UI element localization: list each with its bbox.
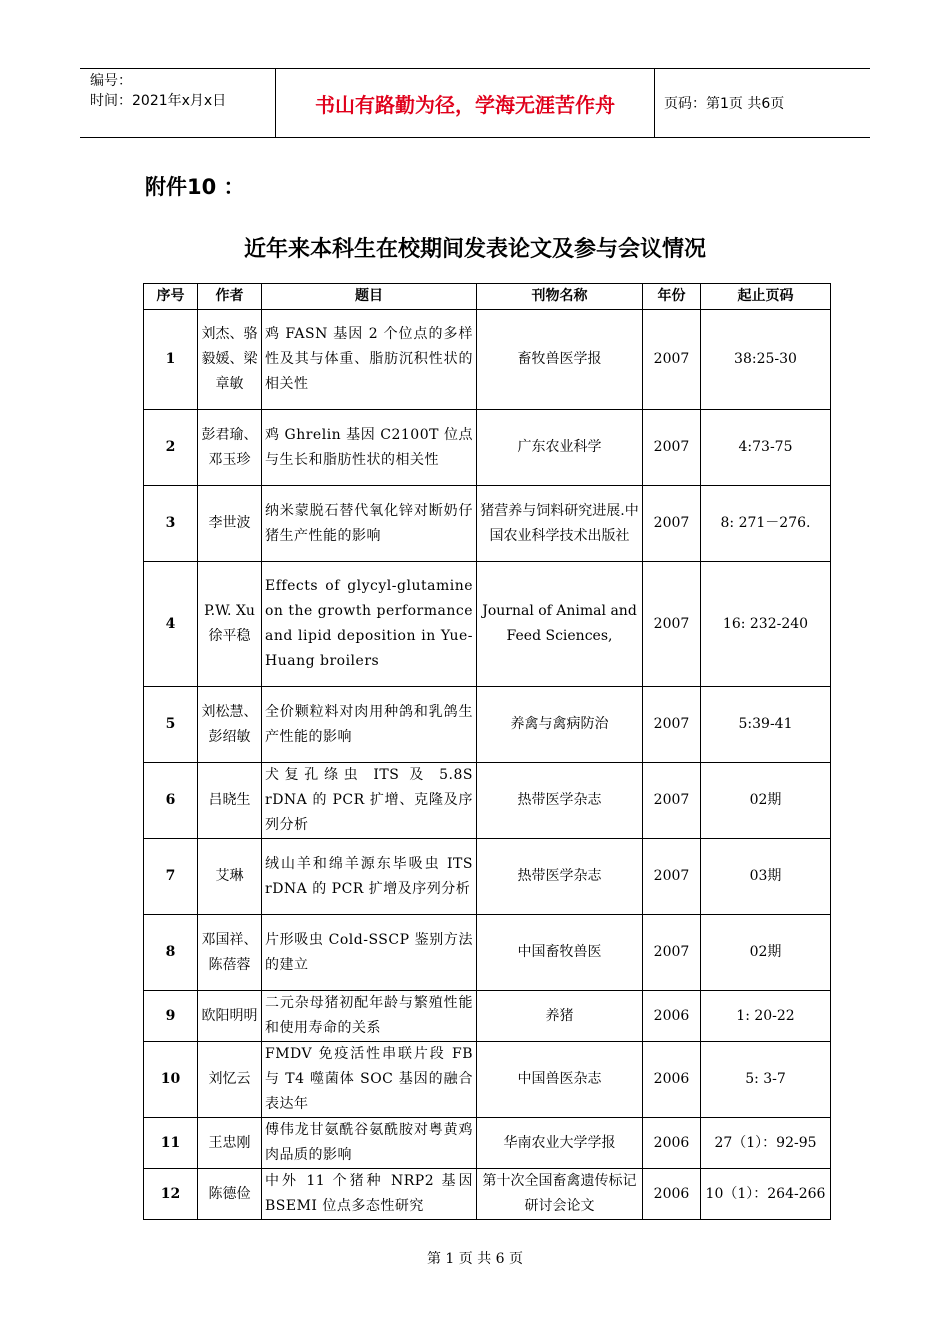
row-title: 中外 11 个猪种 NRP2 基因 BSEMI 位点多态性研究 xyxy=(262,1169,477,1220)
row-pages: 03期 xyxy=(701,839,831,915)
table-row xyxy=(144,486,831,562)
table-row xyxy=(144,687,831,763)
row-journal: 热带医学杂志 xyxy=(477,763,643,839)
row-author: 陈德俭 xyxy=(198,1169,262,1220)
col-header-author: 作者 xyxy=(198,284,262,310)
row-journal: 广东农业科学 xyxy=(477,410,643,486)
row-pages: 16: 232-240 xyxy=(701,562,831,687)
row-journal: 养禽与禽病防治 xyxy=(477,687,643,763)
row-pages: 4:73-75 xyxy=(701,410,831,486)
row-pages: 8: 271－276. xyxy=(701,486,831,562)
row-year: 2007 xyxy=(643,486,701,562)
col-header-year: 年份 xyxy=(643,284,701,310)
table-row xyxy=(144,991,831,1042)
col-header-no: 序号 xyxy=(144,284,198,310)
row-title: Effects of glycyl-glutamine on the growth performance and lipid deposition in Yue-Huang broilers xyxy=(262,562,477,687)
row-no: 5 xyxy=(144,687,198,763)
table-row xyxy=(144,1169,831,1220)
row-author: 邓国祥、陈蓓蓉 xyxy=(198,915,262,991)
annex-label: 附件10 ： xyxy=(145,175,245,199)
row-title: 傅伟龙甘氨酰谷氨酰胺对粤黄鸡肉品质的影响 xyxy=(262,1118,477,1169)
row-author: 刘杰、骆毅媛、梁章敏 xyxy=(198,310,262,410)
table-row xyxy=(144,410,831,486)
row-pages: 02期 xyxy=(701,763,831,839)
row-title: 绒山羊和绵羊源东毕吸虫 ITS rDNA 的 PCR 扩增及序列分析 xyxy=(262,839,477,915)
table-row xyxy=(144,763,831,839)
table-row xyxy=(144,310,831,410)
row-no: 12 xyxy=(144,1169,198,1220)
row-author: 艾琳 xyxy=(198,839,262,915)
col-header-title: 题目 xyxy=(262,284,477,310)
row-journal: 猪营养与饲料研究进展.中国农业科学技术出版社 xyxy=(477,486,643,562)
row-year: 2007 xyxy=(643,562,701,687)
row-no: 3 xyxy=(144,486,198,562)
table-row xyxy=(144,915,831,991)
page-header xyxy=(80,68,870,138)
row-year: 2007 xyxy=(643,915,701,991)
row-journal: 热带医学杂志 xyxy=(477,839,643,915)
row-author: 彭君瑜、邓玉珍 xyxy=(198,410,262,486)
row-title: FMDV 免疫活性串联片段 FB 与 T4 噬菌体 SOC 基因的融合表达年 xyxy=(262,1042,477,1118)
row-year: 2006 xyxy=(643,991,701,1042)
row-title: 片形吸虫 Cold-SSCP 鉴别方法的建立 xyxy=(262,915,477,991)
row-title: 鸡 Ghrelin 基因 C2100T 位点与生长和脂肪性状的相关性 xyxy=(262,410,477,486)
row-journal: Journal of Animal and Feed Sciences, xyxy=(477,562,643,687)
row-author: P.W. Xu徐平稳 xyxy=(198,562,262,687)
row-title: 全价颗粒料对肉用种鸽和乳鸽生产性能的影响 xyxy=(262,687,477,763)
row-author: 王忠刚 xyxy=(198,1118,262,1169)
row-no: 10 xyxy=(144,1042,198,1118)
row-year: 2006 xyxy=(643,1118,701,1169)
row-no: 11 xyxy=(144,1118,198,1169)
table-row xyxy=(144,1042,831,1118)
row-title: 二元杂母猪初配年龄与繁殖性能和使用寿命的关系 xyxy=(262,991,477,1042)
row-year: 2007 xyxy=(643,310,701,410)
page-footer: 第 1 页 共 6 页 xyxy=(426,1251,524,1267)
row-pages: 27（1）：92-95 xyxy=(701,1118,831,1169)
document-title: 近年来本科生在校期间发表论文及参与会议情况 xyxy=(243,237,706,262)
row-author: 李世波 xyxy=(198,486,262,562)
table-row xyxy=(144,1118,831,1169)
row-title: 犬复孔绦虫 ITS 及 5.8S rDNA 的 PCR 扩增、克隆及序列分析 xyxy=(262,763,477,839)
number-label: 编号： xyxy=(90,73,132,89)
row-year: 2007 xyxy=(643,763,701,839)
row-no: 8 xyxy=(144,915,198,991)
row-pages: 5:39-41 xyxy=(701,687,831,763)
time-label: 时间：2021年x月x日 xyxy=(90,93,227,109)
col-header-pages: 起止页码 xyxy=(701,284,831,310)
col-header-journal: 刊物名称 xyxy=(477,284,643,310)
row-pages: 38:25-30 xyxy=(701,310,831,410)
row-year: 2006 xyxy=(643,1169,701,1220)
row-year: 2007 xyxy=(643,410,701,486)
row-pages: 02期 xyxy=(701,915,831,991)
row-no: 4 xyxy=(144,562,198,687)
row-journal: 第十次全国畜禽遗传标记研讨会论文 xyxy=(477,1169,643,1220)
header-page-info: 页码：第1页 共6页 xyxy=(664,96,785,112)
row-author: 刘忆云 xyxy=(198,1042,262,1118)
row-journal: 畜牧兽医学报 xyxy=(477,310,643,410)
row-pages: 1: 20-22 xyxy=(701,991,831,1042)
row-title: 鸡 FASN 基因 2 个位点的多样性及其与体重、脂肪沉积性状的相关性 xyxy=(262,310,477,410)
row-journal: 养猪 xyxy=(477,991,643,1042)
row-no: 7 xyxy=(144,839,198,915)
row-no: 1 xyxy=(144,310,198,410)
table-header-row xyxy=(144,284,831,310)
row-year: 2006 xyxy=(643,1042,701,1118)
row-author: 刘松慧、彭绍敏 xyxy=(198,687,262,763)
row-pages: 5: 3-7 xyxy=(701,1042,831,1118)
papers-table xyxy=(143,283,831,1220)
row-journal: 华南农业大学学报 xyxy=(477,1118,643,1169)
table-row xyxy=(144,562,831,687)
row-no: 2 xyxy=(144,410,198,486)
row-author: 吕晓生 xyxy=(198,763,262,839)
header-meta xyxy=(80,69,276,137)
row-no: 9 xyxy=(144,991,198,1042)
row-no: 6 xyxy=(144,763,198,839)
row-year: 2007 xyxy=(643,839,701,915)
row-pages: 10（1）：264-266 xyxy=(701,1169,831,1220)
row-journal: 中国畜牧兽医 xyxy=(477,915,643,991)
header-motto: 书山有路勤为径，学海无涯苦作舟 xyxy=(276,69,655,137)
row-title: 纳米蒙脱石替代氧化锌对断奶仔猪生产性能的影响 xyxy=(262,486,477,562)
row-author: 欧阳明明 xyxy=(198,991,262,1042)
row-year: 2007 xyxy=(643,687,701,763)
row-journal: 中国兽医杂志 xyxy=(477,1042,643,1118)
table-row xyxy=(144,839,831,915)
